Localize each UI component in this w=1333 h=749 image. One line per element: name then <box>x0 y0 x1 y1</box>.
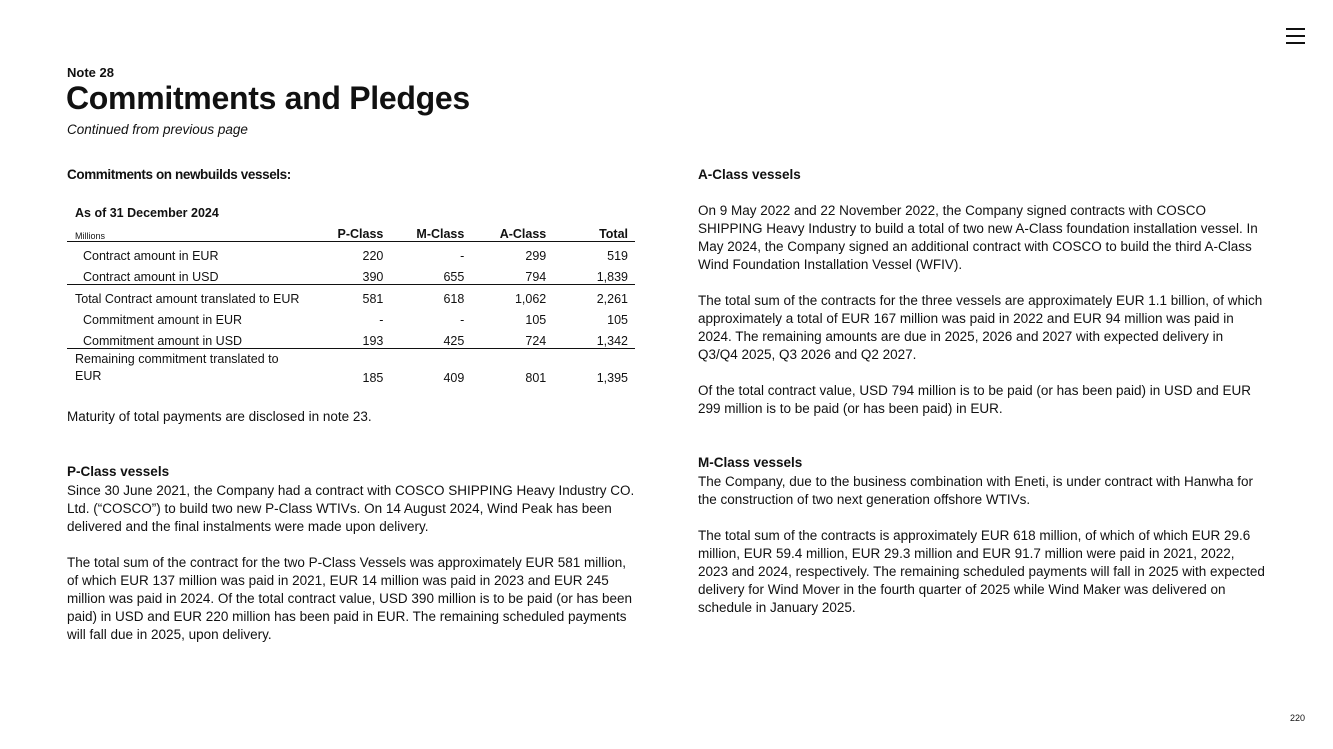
cell-value: 185 <box>362 371 384 385</box>
menu-bar <box>1286 28 1305 30</box>
m-class-heading: M-Class vessels <box>698 455 803 470</box>
cell-value: 1,062 <box>514 292 547 306</box>
table-row <box>67 306 635 327</box>
row-label: Total Contract amount translated to EUR <box>75 292 300 306</box>
cell-value: 519 <box>607 249 628 263</box>
m-class-paragraph: The total sum of the contracts is approximately EUR 618 million, of which of which EUR 29.6 million, EUR 59.4 million, EUR 29.3 million and EUR 91.7 million were paid in 2021, 2022, 2023 and 2024, respectively. The remaining scheduled payments will fall in 2025 with expected delivery for Wind Mover in the fourth quarter of 2025 while Wind Maker was delivered on schedule in January 2025. <box>698 528 1265 615</box>
p-class-heading: P-Class vessels <box>67 464 170 479</box>
cell-value: - <box>379 313 384 327</box>
a-class-paragraph: Of the total contract value, USD 794 million is to be paid (or has been paid) in USD and EUR 299 million is to be paid (or has been paid) in EUR. <box>698 383 1252 416</box>
p-class-paragraph: The total sum of the contract for the two P-Class Vessels was approximately EUR 581 million, of which EUR 137 million was paid in 2021, EUR 14 million was paid in 2023 and EUR 245 million was paid in 2024. Of the total contract value, USD 390 million is to be paid (or has been paid) in USD and EUR 220 million has been paid in EUR. The remaining scheduled payments will fall due in 2025, upon delivery. <box>67 555 633 642</box>
cell-value: 581 <box>362 292 384 306</box>
column-header: M-Class <box>390 222 471 242</box>
cell-value: 618 <box>443 292 465 306</box>
column-header: Total <box>553 222 635 242</box>
table-caption: As of 31 December 2024 <box>75 206 219 220</box>
commitments-heading: Commitments on newbuilds vessels: <box>67 167 291 182</box>
table-row <box>67 242 635 264</box>
m-class-paragraph: The Company, due to the business combination with Eneti, is under contract with Hanwha for the construction of two next generation offshore WTIVs. <box>698 474 1254 507</box>
maturity-note: Maturity of total payments are disclosed in note 23. <box>67 409 372 424</box>
page-subtitle: Continued from previous page <box>67 122 248 137</box>
table-header-row <box>67 222 635 242</box>
cell-value: 105 <box>607 313 628 327</box>
cell-value: 425 <box>390 327 471 349</box>
cell-value: - <box>460 249 465 263</box>
page-title: Commitments and Pledges <box>66 80 470 116</box>
cell-value: 655 <box>390 263 471 285</box>
row-label: Commitment amount in EUR <box>83 313 243 327</box>
cell-value: 794 <box>471 263 553 285</box>
column-header: P-Class <box>308 222 391 242</box>
p-class-paragraph: Since 30 June 2021, the Company had a contract with COSCO SHIPPING Heavy Industry CO. Ltd. (“COSCO”) to build two new P-Class WTIVs. On 14 August 2024, Wind Peak has been delivered and the final instalments were made upon delivery. <box>67 483 635 534</box>
column-header: A-Class <box>471 222 553 242</box>
cell-value: 724 <box>471 327 553 349</box>
cell-value: 2,261 <box>596 292 628 306</box>
cell-value: 299 <box>525 249 547 263</box>
cell-value: 1,839 <box>553 263 635 285</box>
cell-value: 105 <box>525 313 547 327</box>
row-label: Contract amount in EUR <box>83 249 219 263</box>
menu-bar <box>1286 42 1305 44</box>
cell-value: 1,342 <box>553 327 635 349</box>
cell-value: 1,395 <box>596 371 628 385</box>
hamburger-menu-icon[interactable] <box>1286 27 1305 44</box>
cell-value: 801 <box>525 371 547 385</box>
table-row <box>67 263 635 285</box>
units-label: Millions <box>67 222 308 242</box>
row-label: Commitment amount in USD <box>67 327 308 349</box>
note-label: Note 28 <box>67 65 114 80</box>
a-class-heading: A-Class vessels <box>698 167 801 182</box>
cell-value: 390 <box>308 263 391 285</box>
a-class-paragraph: The total sum of the contracts for the three vessels are approximately EUR 1.1 billion, of which approximately a total of EUR 167 million was paid in 2022 and EUR 94 million was paid in 2024. The remaining amounts are due in 2025, 2026 and 2027 with expected delivery in Q3/Q4 2025, Q3 2026 and Q2 2027. <box>698 293 1263 362</box>
menu-bar <box>1286 35 1305 37</box>
a-class-paragraph: On 9 May 2022 and 22 November 2022, the Company signed contracts with COSCO SHIPPING Heavy Industry to build a total of two new A-Class foundation installation vessel. In May 2024, the Company signed an additional contract with COSCO to build the third A-Class Wind Foundation Installation Vessel (WFIV). <box>698 203 1258 272</box>
cell-value: 193 <box>308 327 391 349</box>
cell-value: - <box>460 313 465 327</box>
table-row <box>67 349 635 388</box>
row-label: Remaining commitment translated to EUR <box>75 352 279 383</box>
table-row <box>67 285 635 307</box>
cell-value: 409 <box>443 371 465 385</box>
commitments-table <box>67 222 635 387</box>
page-number: 220 <box>1290 713 1306 723</box>
commitments-table-block <box>67 205 635 387</box>
table-row <box>67 327 635 349</box>
row-label: Contract amount in USD <box>67 263 308 285</box>
cell-value: 220 <box>362 249 384 263</box>
